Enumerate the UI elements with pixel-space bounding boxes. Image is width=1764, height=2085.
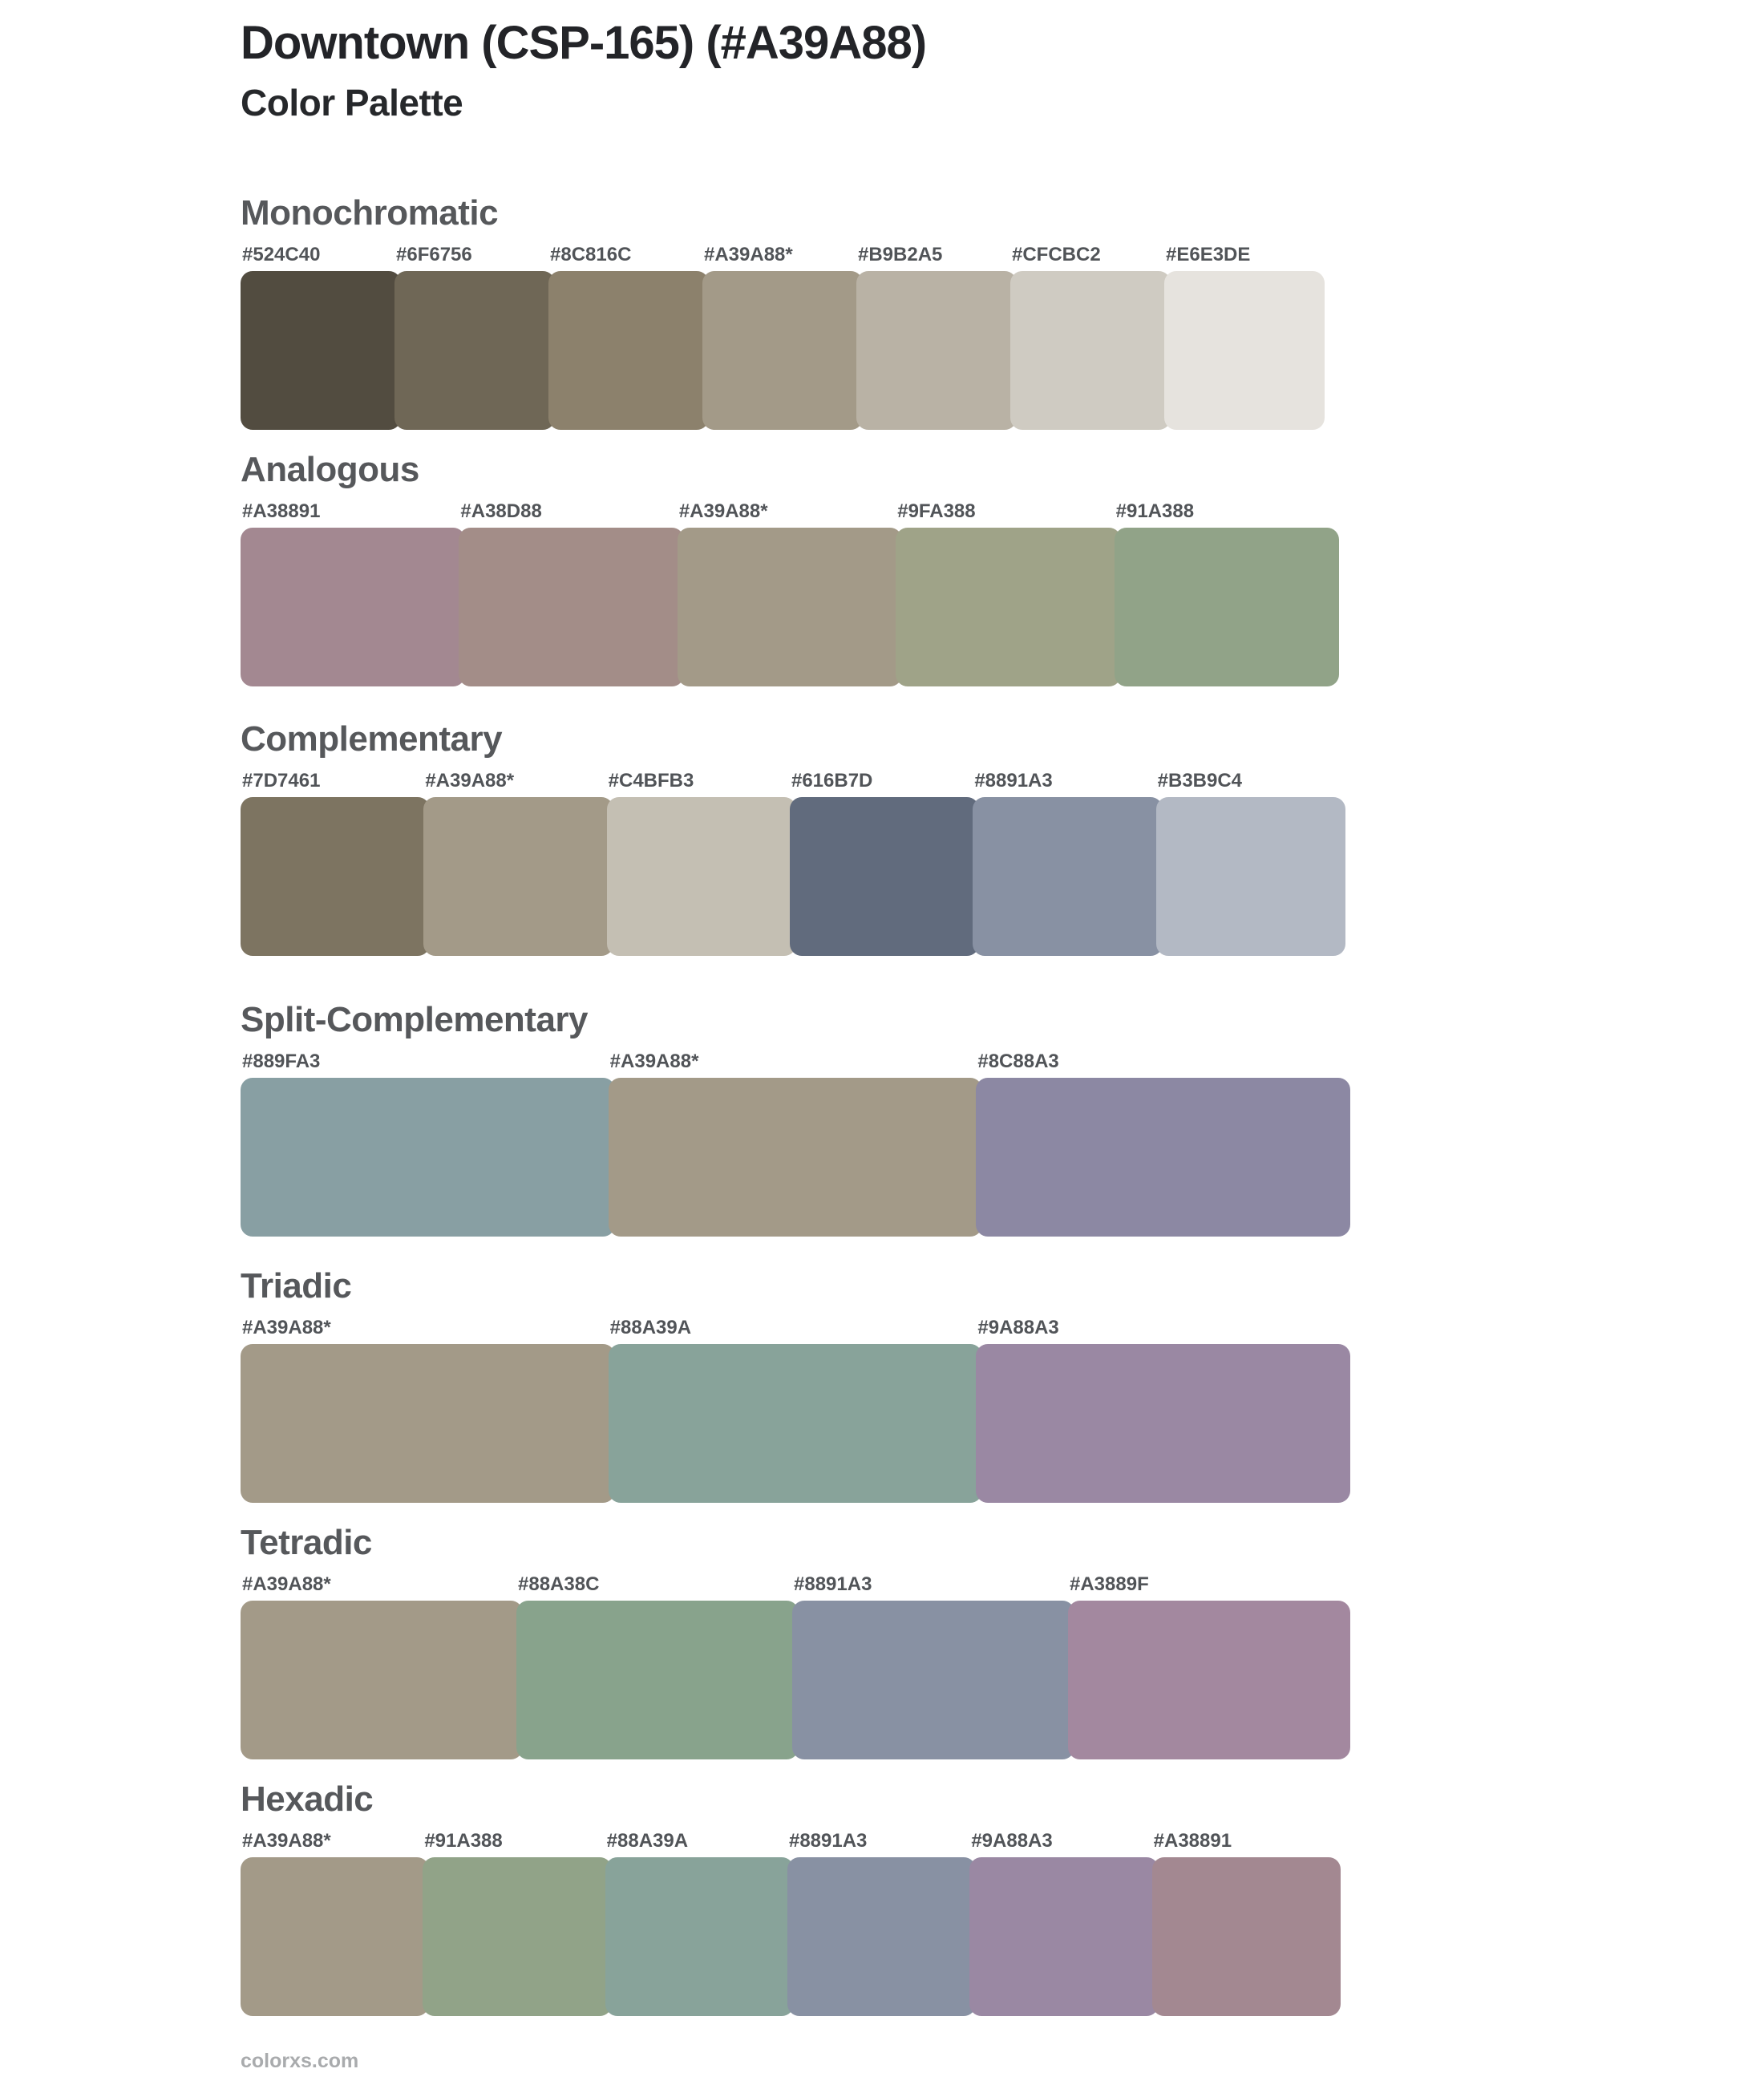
color-swatch[interactable] (605, 1857, 794, 2016)
swatch-hex-label: #A38891 (1153, 1830, 1232, 1852)
color-swatch[interactable] (973, 797, 1162, 956)
color-swatch[interactable] (969, 1857, 1158, 2016)
swatch-hex-label: #616B7D (791, 770, 873, 792)
color-swatch[interactable] (516, 1601, 799, 1759)
color-swatch[interactable] (423, 1857, 611, 2016)
swatch-hex-label: #9FA388 (897, 500, 976, 523)
color-swatch[interactable] (1156, 797, 1345, 956)
color-swatch[interactable] (787, 1857, 976, 2016)
color-swatch[interactable] (856, 271, 1017, 430)
color-swatch[interactable] (241, 271, 401, 430)
color-swatch[interactable] (976, 1344, 1350, 1503)
swatch-unit (241, 244, 401, 430)
swatch-unit (423, 1830, 611, 2016)
color-swatch[interactable] (1152, 1857, 1341, 2016)
color-swatch[interactable] (241, 1857, 429, 2016)
footer-brand: colorxs.com (241, 2050, 359, 2072)
swatch-unit (423, 770, 613, 956)
color-swatch[interactable] (241, 1344, 615, 1503)
swatch-unit (896, 500, 1120, 686)
swatch-unit (792, 1573, 1074, 1759)
color-swatch[interactable] (702, 271, 863, 430)
color-swatch[interactable] (792, 1601, 1074, 1759)
section-tetradic (241, 1524, 1350, 1759)
section-heading: Hexadic (241, 1779, 374, 1819)
swatch-hex-label: #A39A88* (242, 1573, 331, 1596)
color-swatch[interactable] (1164, 271, 1325, 430)
color-swatch[interactable] (241, 1601, 523, 1759)
swatch-row (241, 770, 1345, 956)
swatch-hex-label: #9A88A3 (971, 1830, 1053, 1852)
swatch-unit (241, 1573, 523, 1759)
page-title: Downtown (CSP-165) (#A39A88) (241, 17, 927, 69)
section-heading: Complementary (241, 719, 503, 759)
swatch-hex-label: #A38D88 (460, 500, 542, 523)
swatch-unit (969, 1830, 1158, 2016)
swatch-row (241, 1830, 1341, 2016)
section-heading: Analogous (241, 450, 419, 489)
swatch-hex-label: #7D7461 (242, 770, 321, 792)
swatch-hex-label: #6F6756 (396, 244, 472, 266)
swatch-unit (787, 1830, 976, 2016)
color-swatch[interactable] (423, 797, 613, 956)
swatch-hex-label: #8891A3 (788, 1830, 868, 1852)
swatch-hex-label: #B3B9C4 (1157, 770, 1243, 792)
swatch-unit (1068, 1573, 1350, 1759)
section-triadic (241, 1267, 1350, 1503)
swatch-unit (241, 1051, 615, 1237)
swatch-hex-label: #91A388 (424, 1830, 503, 1852)
swatch-unit (976, 1317, 1350, 1503)
color-swatch[interactable] (609, 1078, 983, 1237)
swatch-hex-label: #8C816C (550, 244, 632, 266)
swatch-row (241, 1573, 1350, 1759)
section-monochromatic (241, 194, 1325, 430)
color-swatch[interactable] (790, 797, 979, 956)
color-swatch[interactable] (1115, 528, 1339, 686)
swatch-hex-label: #A3889F (1070, 1573, 1149, 1596)
swatch-unit (1164, 244, 1325, 430)
swatch-hex-label: #91A388 (1115, 500, 1195, 523)
swatch-unit (856, 244, 1017, 430)
swatch-row (241, 500, 1339, 686)
swatch-hex-label: #A39A88* (242, 1317, 331, 1339)
swatch-unit (548, 244, 709, 430)
swatch-unit (1156, 770, 1345, 956)
swatch-unit (702, 244, 863, 430)
swatch-hex-label: #9A88A3 (977, 1317, 1059, 1339)
swatch-unit (605, 1830, 794, 2016)
swatch-unit (1010, 244, 1171, 430)
swatch-unit (394, 244, 555, 430)
section-heading: Triadic (241, 1266, 352, 1306)
page-footer (241, 2050, 358, 2073)
section-heading: Tetradic (241, 1523, 372, 1562)
swatch-row (241, 1051, 1350, 1237)
color-swatch[interactable] (1010, 271, 1171, 430)
swatch-unit (516, 1573, 799, 1759)
swatch-unit (609, 1317, 983, 1503)
section-split-complementary (241, 1001, 1350, 1237)
swatch-hex-label: #88A39A (606, 1830, 689, 1852)
page-subtitle: Color Palette (241, 81, 463, 123)
color-swatch[interactable] (609, 1344, 983, 1503)
swatch-unit (241, 500, 465, 686)
color-swatch[interactable] (678, 528, 902, 686)
swatch-hex-label: #A39A88* (609, 1051, 699, 1073)
color-swatch[interactable] (896, 528, 1120, 686)
color-swatch[interactable] (976, 1078, 1350, 1237)
swatch-hex-label: #E6E3DE (1166, 244, 1251, 266)
swatch-unit (973, 770, 1162, 956)
swatch-hex-label: #A39A88* (704, 244, 793, 266)
color-swatch[interactable] (548, 271, 709, 430)
swatch-unit (607, 770, 796, 956)
swatch-hex-label: #A39A88* (425, 770, 515, 792)
swatch-unit (790, 770, 979, 956)
swatch-unit (241, 1317, 615, 1503)
swatch-unit (1152, 1830, 1341, 2016)
swatch-unit (609, 1051, 983, 1237)
swatch-row (241, 244, 1325, 430)
swatch-row (241, 1317, 1350, 1503)
color-swatch[interactable] (394, 271, 555, 430)
swatch-unit (678, 500, 902, 686)
color-swatch[interactable] (1068, 1601, 1350, 1759)
swatch-unit (1115, 500, 1339, 686)
swatch-hex-label: #524C40 (242, 244, 321, 266)
swatch-unit (459, 500, 683, 686)
swatch-hex-label: #A38891 (242, 500, 321, 523)
color-swatch[interactable] (607, 797, 796, 956)
swatch-hex-label: #C4BFB3 (608, 770, 694, 792)
section-heading: Monochromatic (241, 193, 499, 233)
swatch-hex-label: #889FA3 (242, 1051, 321, 1073)
swatch-hex-label: #CFCBC2 (1012, 244, 1101, 266)
color-swatch[interactable] (241, 528, 465, 686)
swatch-hex-label: #A39A88* (678, 500, 768, 523)
swatch-hex-label: #88A39A (609, 1317, 692, 1339)
swatch-unit (976, 1051, 1350, 1237)
page-header (241, 18, 926, 123)
swatch-hex-label: #8891A3 (794, 1573, 872, 1596)
section-heading: Split-Complementary (241, 1000, 589, 1039)
swatch-hex-label: #8C88A3 (977, 1051, 1059, 1073)
section-analogous (241, 451, 1339, 686)
swatch-hex-label: #B9B2A5 (858, 244, 943, 266)
section-hexadic (241, 1780, 1341, 2016)
swatch-hex-label: #88A38C (518, 1573, 600, 1596)
color-swatch[interactable] (241, 797, 430, 956)
section-complementary (241, 720, 1345, 956)
color-swatch[interactable] (241, 1078, 615, 1237)
swatch-unit (241, 1830, 429, 2016)
swatch-unit (241, 770, 430, 956)
color-swatch[interactable] (459, 528, 683, 686)
swatch-hex-label: #8891A3 (974, 770, 1053, 792)
swatch-hex-label: #A39A88* (242, 1830, 331, 1852)
